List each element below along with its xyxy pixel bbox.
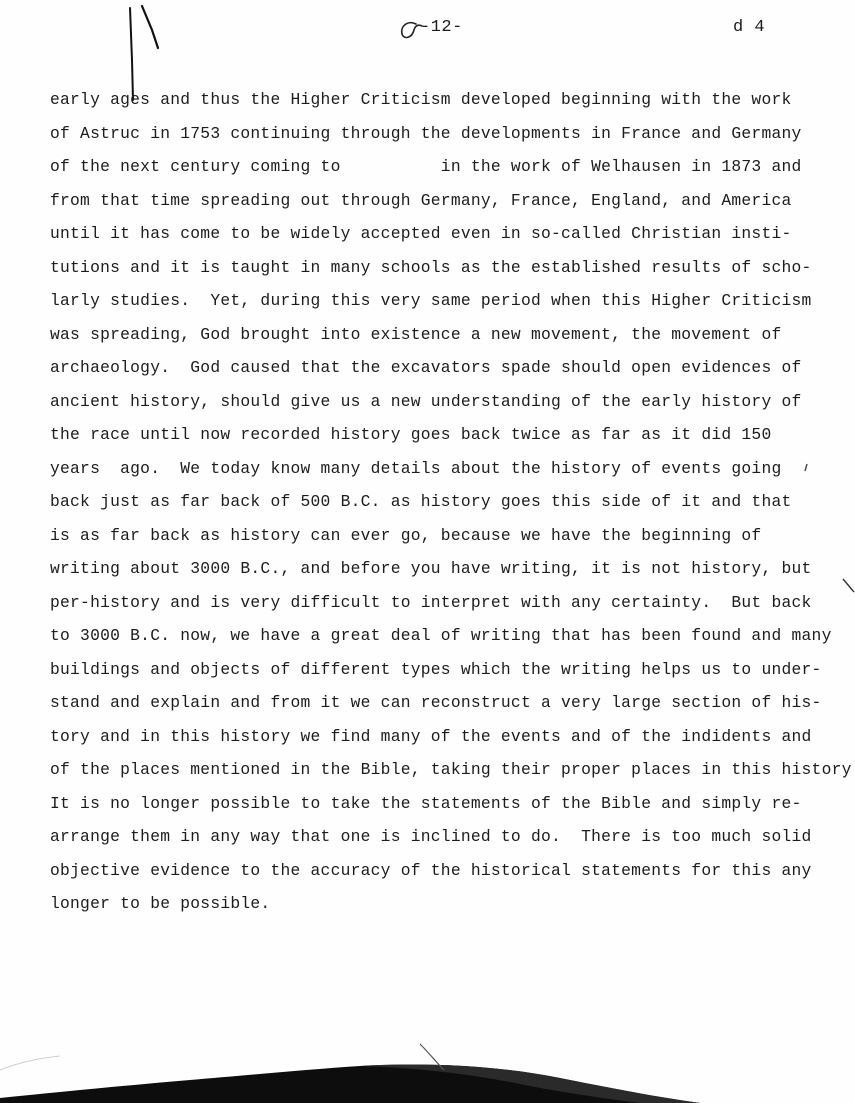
text-line: from that time spreading out through Germany, France, England, and America <box>50 190 792 210</box>
text-line: ancient history, should give us a new understanding of the early history of <box>50 391 802 411</box>
body-text <box>50 83 850 921</box>
text-line: writing about 3000 B.C., and before you have writing, it is not history, but <box>50 559 812 578</box>
text-line: early ages and thus the Higher Criticism developed beginning with the work <box>50 90 792 109</box>
text-line: objective evidence to the accuracy of the historical statements for this any <box>50 860 812 880</box>
text-line: It is no longer possible to take the statements of the Bible and simply re- <box>50 793 802 813</box>
text-line: until it has come to be widely accepted even in so-called Christian insti- <box>50 224 792 243</box>
text-line: archaeology. God caused that the excavators spade should open evidences of <box>50 358 802 377</box>
text-line: larly studies. Yet, during this very same period when this Higher Criticism <box>50 291 812 310</box>
paper-fold-shadow <box>0 1040 855 1103</box>
text-line: of the next century coming to in the work of Welhausen in 1873 and <box>50 157 802 176</box>
page-code: d 4 <box>733 18 766 37</box>
text-line: per-history and is very difficult to interpret with any certainty. But back <box>50 592 812 612</box>
text-line: was spreading, God brought into existence a new movement, the movement of <box>50 324 782 344</box>
text-line: arrange them in any way that one is inclined to do. There is too much solid <box>50 827 812 846</box>
text-line: back just as far back of 500 B.C. as history goes this side of it and that <box>50 492 792 511</box>
text-line: the race until now recorded history goes back twice as far as it did 150 <box>50 425 772 444</box>
text-line: of the places mentioned in the Bible, taking their proper places in this history <box>50 760 852 779</box>
text-line: of Astruc in 1753 continuing through the developments in France and Germany <box>50 123 802 143</box>
page-number: -12- <box>420 18 463 37</box>
text-line: tory and in this history we find many of the events and of the indidents and <box>50 726 812 746</box>
text-line: is as far back as history can ever go, because we have the beginning of <box>50 525 762 545</box>
text-line: buildings and objects of different types which the writing helps us to under- <box>50 659 822 679</box>
text-line: years ago. We today know many details about the history of events going <box>50 458 782 478</box>
text-line: tutions and it is taught in many schools as the established results of scho- <box>50 257 812 277</box>
text-line: stand and explain and from it we can reconstruct a very large section of his- <box>50 693 822 712</box>
text-line: to 3000 B.C. now, we have a great deal of writing that has been found and many <box>50 626 832 645</box>
text-line: longer to be possible. <box>50 894 271 913</box>
